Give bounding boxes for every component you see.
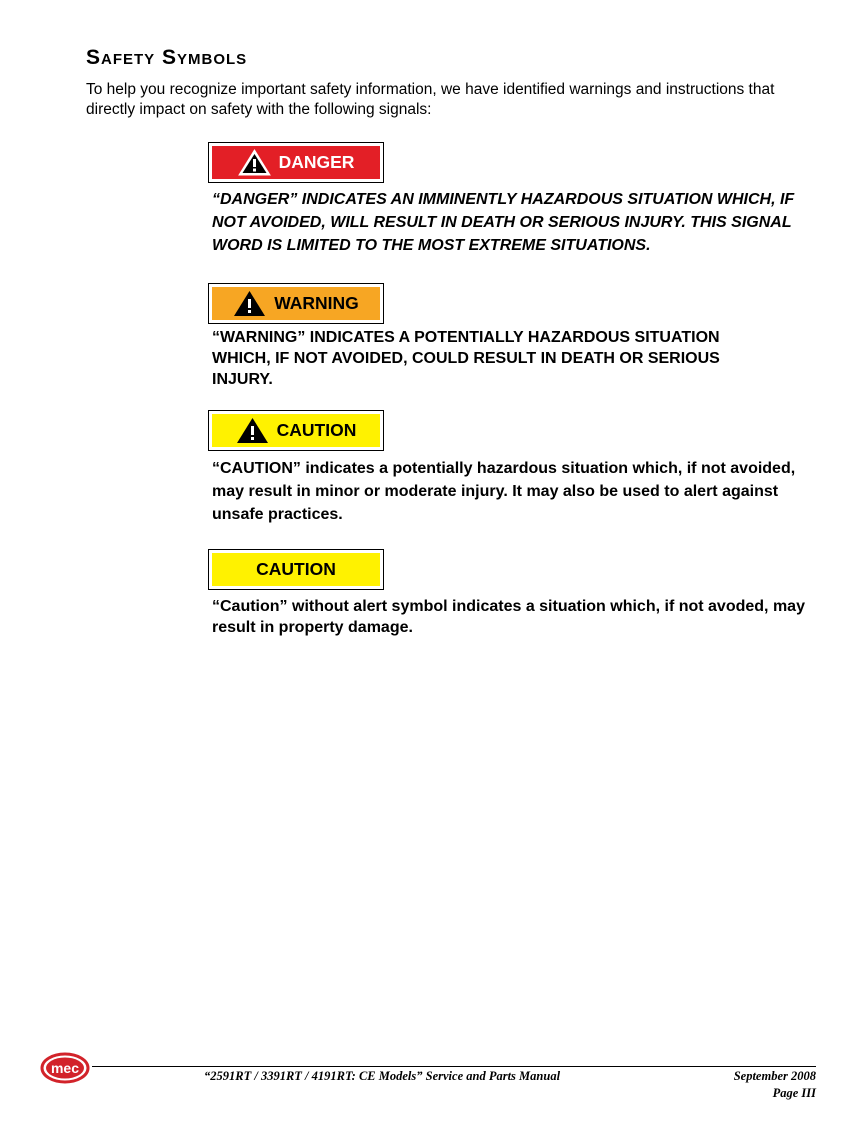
danger-sign-label-box [212, 146, 380, 179]
page-title: Safety Symbols [86, 46, 248, 69]
caution-plain-sign-label: CAUTION [256, 559, 336, 579]
warning-description: “WARNING” INDICATES A POTENTIALLY HAZARDOUS SITUATION WHICH, IF NOT AVOIDED, COULD RESULT IN DEATH OR SERIOUS INJURY. [212, 329, 720, 388]
mec-logo-text: mec [50, 1060, 80, 1076]
caution-alert-description: “CAUTION” indicates a potentially hazardous situation which, if not avoided, may result in minor or moderate injury. It may also be used to alert against unsafe practices. [212, 460, 796, 523]
footer-page-number: Page III [772, 1086, 816, 1100]
caution-plain-description: “Caution” without alert symbol indicates a situation which, if not avoded, may result in property damage. [212, 598, 805, 636]
caution-sign-label: CAUTION [276, 420, 357, 440]
footer-date: September 2008 [733, 1069, 816, 1083]
danger-sign [208, 142, 384, 183]
warning-sign-label: WARNING [274, 293, 359, 313]
danger-description: “DANGER” INDICATES AN IMMINENTLY HAZARDOUS SITUATION WHICH, IF NOT AVOIDED, WILL RESULT IN DEATH OR SERIOUS INJURY. THIS SIGNAL WORD IS LIMITED TO THE MOST EXTREME SITUATIONS. [212, 191, 795, 254]
footer-rule [92, 1066, 816, 1067]
warning-sign [208, 283, 384, 324]
alert-triangle-icon [236, 417, 269, 444]
danger-sign-label: DANGER [278, 152, 355, 172]
alert-triangle-icon [238, 149, 271, 176]
caution-sign-no-alert [208, 549, 384, 590]
caution-sign-label-box-plain [212, 553, 380, 586]
footer-manual-title: “2591RT / 3391RT / 4191RT: CE Models” Service and Parts Manual [204, 1069, 561, 1083]
alert-triangle-icon [233, 290, 266, 317]
intro-paragraph: To help you recognize important safety information, we have identified warnings and instructions that directly impact on safety with the following signals: [86, 81, 775, 118]
mec-logo [40, 1052, 90, 1084]
caution-sign-label-box [212, 414, 380, 447]
caution-sign-with-alert [208, 410, 384, 451]
warning-sign-label-box [212, 287, 380, 320]
